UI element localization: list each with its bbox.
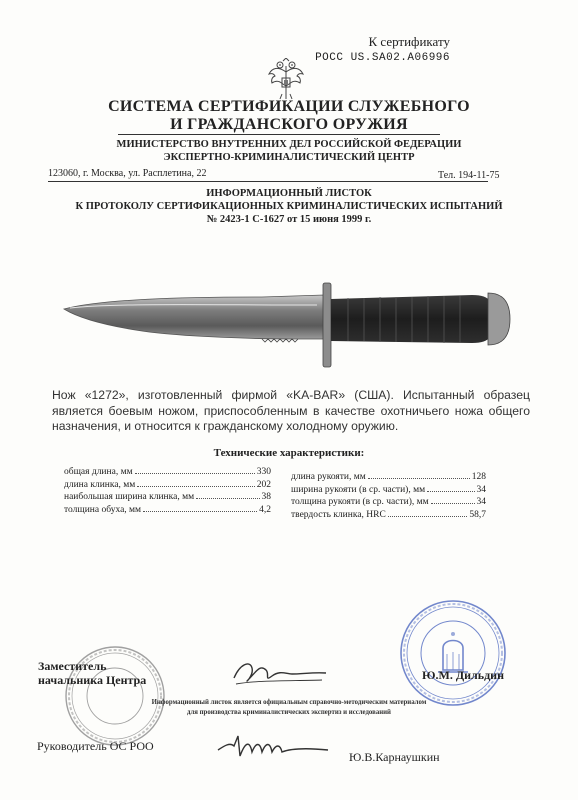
head-os-title: Руководитель ОС РОО [37, 739, 154, 753]
specs-left-list [64, 466, 271, 516]
deputy-name: Ю.М. Дильдин [422, 668, 504, 682]
spec-label: общая длина, мм [64, 467, 133, 477]
footnote-line2: для производства криминалистических экспертиз и исследований [187, 709, 391, 716]
info-sheet-heading [0, 187, 578, 226]
spec-value: 4,2 [259, 504, 271, 515]
deputy-title [38, 659, 146, 687]
spec-value: 38 [261, 492, 271, 502]
spec-label: длина рукояти, мм [291, 472, 366, 482]
system-title [0, 98, 578, 134]
spec-row [291, 471, 486, 484]
spec-label: наибольшая ширина клинка, мм [64, 492, 195, 502]
spec-value: 58,7 [469, 509, 486, 520]
spec-row [291, 496, 486, 509]
divider [48, 181, 488, 182]
spec-value: 34 [476, 497, 486, 507]
system-title-line2: И ГРАЖДАНСКОГО ОРУЖИЯ [170, 116, 408, 133]
spec-row [64, 491, 271, 504]
official-stamp-right [398, 598, 508, 708]
info-sheet-protocol: № 2423-1 С-1627 от 15 июня 1999 г. [206, 214, 372, 225]
spec-value: 128 [471, 472, 486, 482]
specs-title: Технические характеристики: [213, 447, 365, 459]
deputy-title-line1: Заместитель [38, 659, 107, 673]
spec-row [291, 484, 486, 497]
spec-label: ширина рукояти (в ср. части), мм [291, 484, 426, 495]
system-title-line1: СИСТЕМА СЕРТИФИКАЦИИ СЛУЖЕБНОГО [108, 98, 470, 115]
certificate-ref [315, 34, 450, 66]
knife-description: Нож «1272», изготовленный фирмой «KA-BAR» (США). Испытанный образец является боевым ножом, приспособленным в качестве охотничьего ножа общего назначения, и относится к гражданскому холодному оружию. [52, 388, 530, 433]
ministry-line2: ЭКСПЕРТНО-КРИМИНАЛИСТИЧЕСКИЙ ЦЕНТР [163, 152, 415, 163]
divider [118, 134, 440, 135]
phone: Тел. 194-11-75 [438, 170, 500, 181]
double-headed-eagle-emblem-icon [266, 58, 306, 100]
info-sheet-title: ИНФОРМАЦИОННЫЙ ЛИСТОК [206, 188, 372, 199]
spec-label: длина клинка, мм [64, 479, 136, 490]
ministry-block [0, 138, 578, 164]
spec-value: 34 [476, 484, 486, 495]
footnote [0, 698, 578, 718]
info-sheet-subtitle: К ПРОТОКОЛУ СЕРТИФИКАЦИОННЫХ КРИМИНАЛИСТИЧЕСКИХ ИСПЫТАНИЙ [75, 201, 503, 212]
certificate-label: К сертификату [368, 34, 450, 49]
spec-label: толщина рукояти (в ср. части), мм [291, 497, 429, 507]
address: 123060, г. Москва, ул. Расплетина, 22 [48, 168, 207, 179]
spec-value: 330 [256, 467, 271, 477]
signature-deputy [230, 654, 330, 690]
spec-row [64, 504, 271, 517]
spec-row [291, 509, 486, 522]
spec-label: толщина обуха, мм [64, 504, 142, 515]
footnote-line1: Информационный листок является официальным справочно-методическим материалом [151, 699, 427, 706]
spec-label: твердость клинка, HRC [291, 509, 386, 520]
spec-value: 202 [256, 479, 271, 490]
spec-row [64, 479, 271, 492]
deputy-title-line2: начальника Центра [38, 673, 147, 687]
head-os-name: Ю.В.Карнаушкин [349, 750, 440, 764]
signature-head-os [212, 728, 332, 762]
specs-right-list [291, 471, 486, 521]
spec-row [64, 466, 271, 479]
ministry-line1: МИНИСТЕРСТВО ВНУТРЕННИХ ДЕЛ РОССИЙСКОЙ ФЕДЕРАЦИИ [116, 139, 462, 150]
certificate-number: РОСС US.SA02.A06996 [315, 52, 450, 64]
knife-image [62, 275, 512, 375]
